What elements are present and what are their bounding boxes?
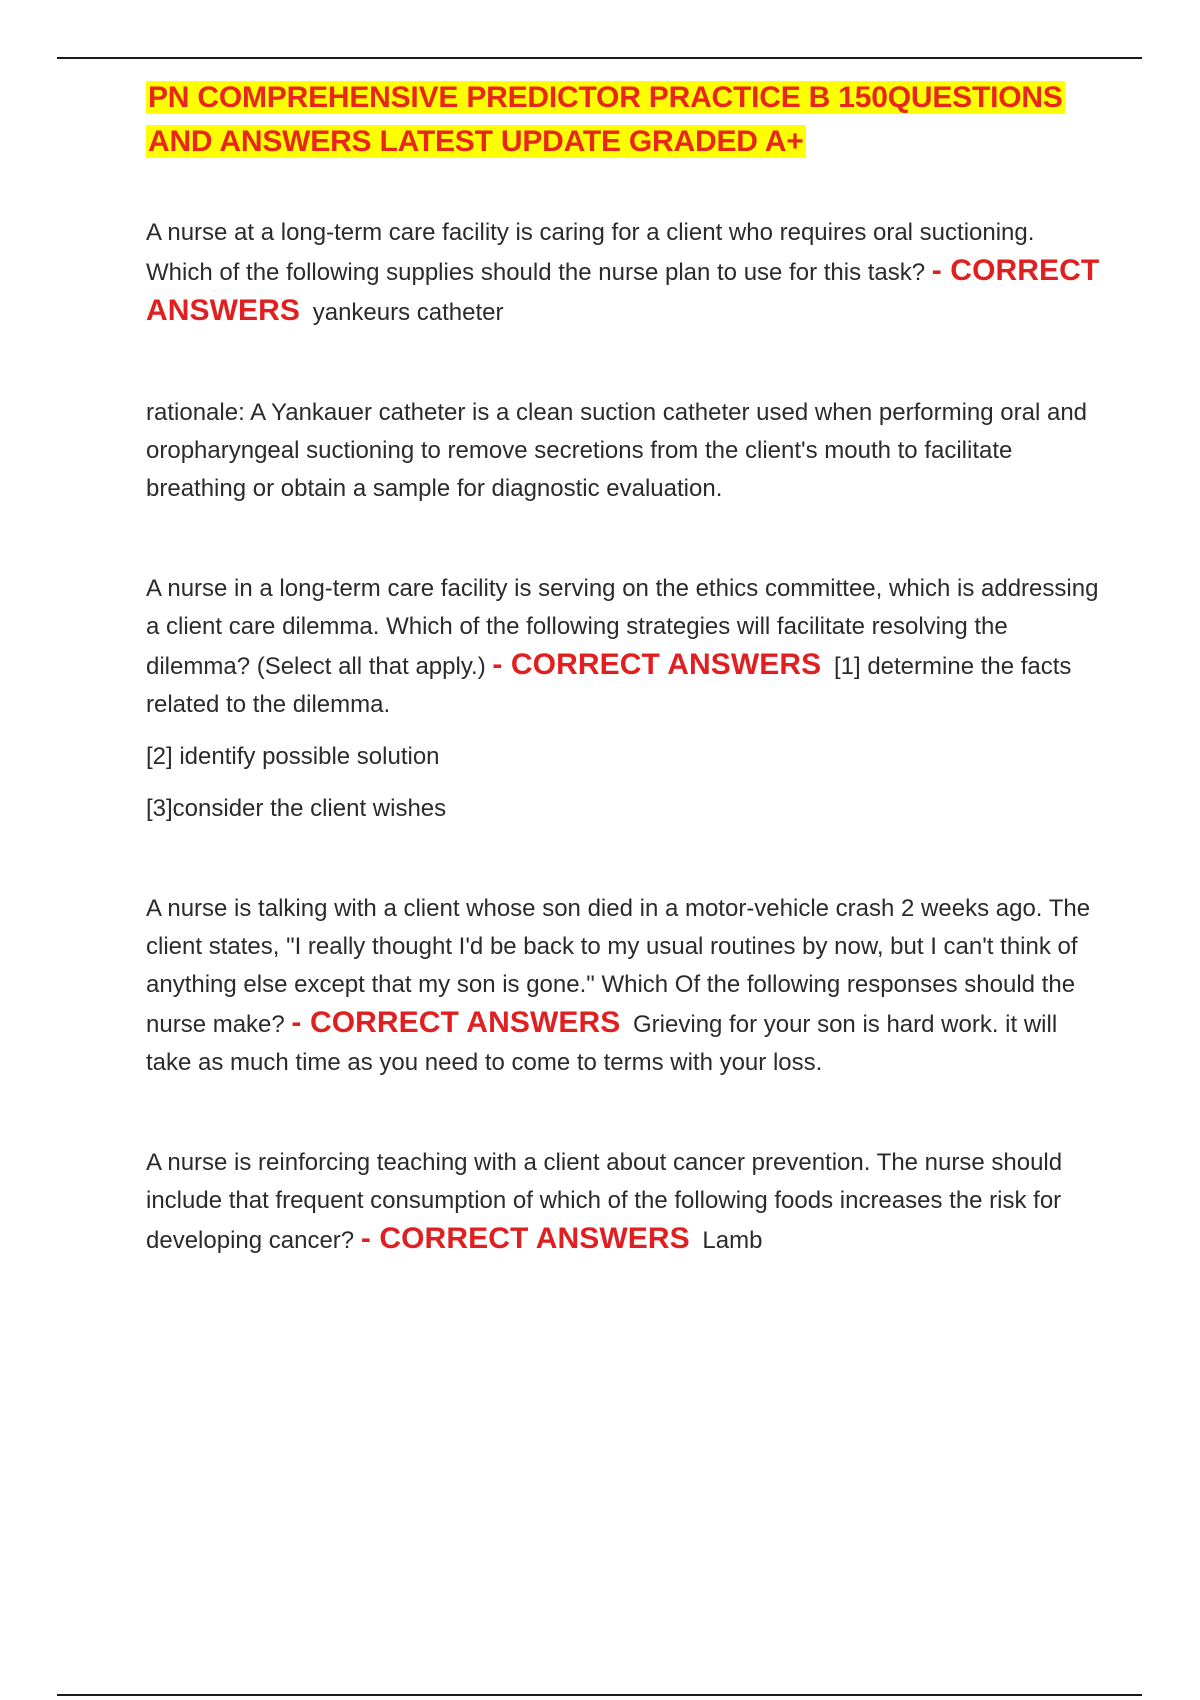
question-3-text: A nurse is talking with a client whose son died in a motor-vehicle crash 2 weeks ago. The client states, "I really thought I'd be back to my usual routines by now, but I can't think of anything else except that my son is gone." Which Of the following responses should the nurse make? [146, 895, 1091, 1038]
correct-answers-label: - CORRECT ANSWERS [146, 254, 1100, 327]
title-line-2: AND ANSWERS LATEST UPDATE GRADED A+ [148, 125, 804, 158]
correct-answers-label: - CORRECT ANSWERS [492, 648, 822, 681]
question-2-answer: [1] determine the facts related to the dilemma. [146, 653, 1072, 718]
question-4 [146, 1144, 1106, 1260]
correct-answers-label: - CORRECT ANSWERS [360, 1222, 690, 1255]
question-2 [146, 570, 1106, 724]
question-3-answer: Grieving for your son is hard work. it will take as much time as you need to come to terms with your loss. [146, 1011, 1058, 1076]
correct-answers-label: - CORRECT ANSWERS [291, 1006, 621, 1039]
question-2-answer-item-3: [3]consider the client wishes [146, 795, 447, 822]
question-4-answer: Lamb [702, 1227, 763, 1254]
document-title [146, 76, 1106, 164]
question-2-answer-item-2: [2] identify possible solution [146, 743, 440, 770]
question-4-text: A nurse is reinforcing teaching with a client about cancer prevention. The nurse should include that frequent consumption of which of the following foods increases the risk for developing cancer? [146, 1149, 1063, 1254]
question-1 [146, 214, 1106, 332]
question-1-answer: yankeurs catheter [312, 299, 504, 326]
question-2-text: A nurse in a long-term care facility is serving on the ethics committee, which is addressing a client care dilemma. Which of the following strategies will facilitate resolving the dilemma? (Select all that apply.) [146, 575, 1099, 680]
question-3 [146, 890, 1106, 1082]
bottom-rule [57, 1694, 1142, 1696]
title-line-1: PN COMPREHENSIVE PREDICTOR PRACTICE B 150QUESTIONS [148, 81, 1063, 114]
top-rule [57, 57, 1142, 59]
document-body [146, 76, 1106, 1260]
question-1-rationale: rationale: A Yankauer catheter is a clean suction catheter used when performing oral and oropharyngeal suctioning to remove secretions from the client's mouth to facilitate breathing or obtain a sample for diagnostic evaluation. [146, 399, 1088, 502]
question-1-text: A nurse at a long-term care facility is caring for a client who requires oral suctioning. Which of the following supplies should the nurse plan to use for this task? [146, 219, 1035, 286]
